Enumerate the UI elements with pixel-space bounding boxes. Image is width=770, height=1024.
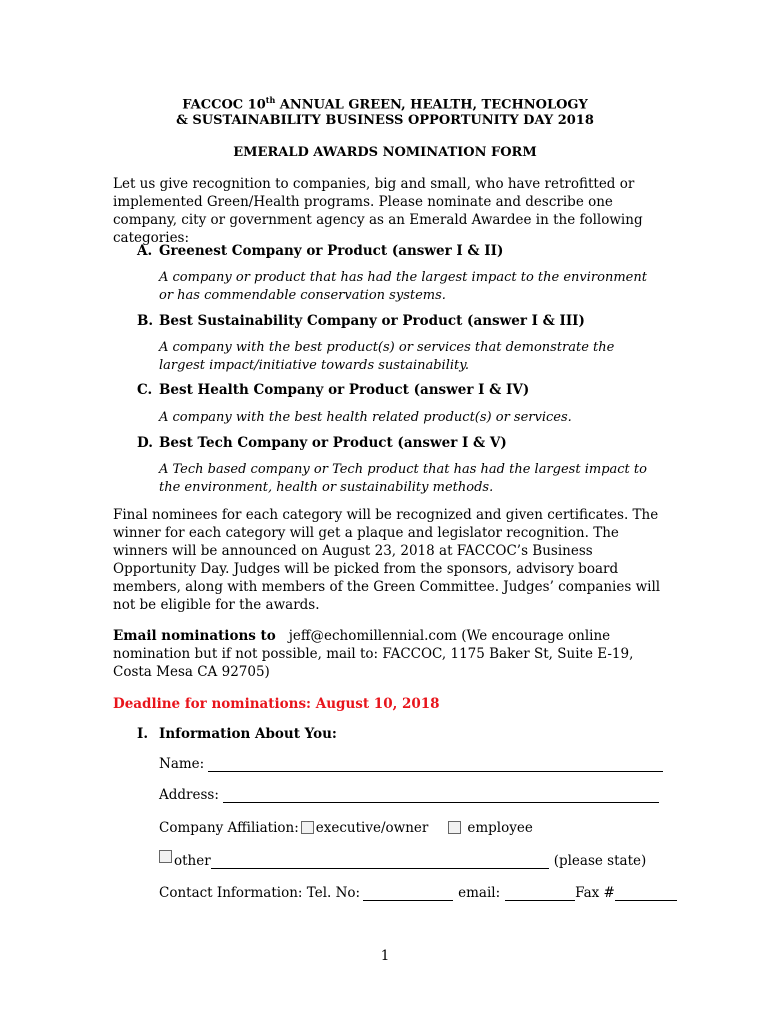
executive-checkbox[interactable] [301,821,314,834]
category-c-title: Best Health Company or Product (answer I & IV) [159,382,530,398]
category-c-description: A company with the best health related product(s) or services. [159,410,572,425]
fax-label: Fax # [575,885,615,901]
employee-option-label: employee [467,820,533,836]
header-superscript: th [265,95,276,105]
category-b [137,313,585,329]
category-d-letter: D. [137,435,153,451]
email-field[interactable] [505,886,575,901]
other-field[interactable] [211,854,549,869]
affiliation-label: Company Affiliation: [159,820,299,836]
header-line-1-start: FACCOC 10 [182,97,266,113]
email-details: jeff@echomillennial.com (We encourage online nomination but if not possible, mail to: FACCOC, 1175 Baker St, Suite E-19, Costa Mesa CA 92705) [113,628,634,680]
header-line-1-end: ANNUAL GREEN, HEALTH, TECHNOLOGY [275,97,588,113]
email-label: Email nominations to [113,628,276,644]
address-label: Address: [159,787,219,803]
tel-field[interactable] [363,886,453,901]
name-field[interactable] [208,757,663,772]
category-a [137,243,503,259]
please-state-label: (please state) [553,853,647,869]
affiliation-row [159,820,533,836]
other-option-label: other [174,853,211,869]
category-d-title: Best Tech Company or Product (answer I & V) [159,435,507,451]
category-b-letter: B. [137,313,154,329]
header-line-1 [0,95,770,112]
other-checkbox[interactable] [159,850,172,863]
category-c [137,382,529,398]
employee-checkbox[interactable] [448,821,461,834]
executive-option-label: executive/owner [315,820,429,836]
contact-row [159,885,677,901]
section-1-number: I. [137,726,149,742]
final-paragraph: Final nominees for each category will be recognized and given certificates. The winner for each category will get a plaque and legislator recognition. The winners will be announced on August 23, 2018 at FACCOC’s Business Opportunity Day. Judges will be picked from the sponsors, advisory board members, along with members of the Green Committee. Judges’ companies will not be eligible for the awards. [113,507,661,613]
deadline: Deadline for nominations: August 10, 2018 [113,696,440,712]
category-b-title: Best Sustainability Company or Product (answer I & III) [159,313,585,329]
email-field-label: email: [458,885,501,901]
category-a-description: A company or product that has had the largest impact to the environment or has commendable conservation systems. [159,270,647,303]
email-paragraph [113,627,661,681]
address-field[interactable] [223,788,659,803]
category-d-description: A Tech based company or Tech product that has had the largest impact to the environment, health or sustainability methods. [159,462,647,495]
section-1-title: Information About You: [159,726,337,742]
category-d [137,435,507,451]
section-1-heading [137,726,337,742]
category-a-letter: A. [137,243,153,259]
intro-paragraph: Let us give recognition to companies, big and small, who have retrofitted or implemented Green/Health programs. Please nominate and describe one company, city or government agency as an Emerald Awardee in the following categories: [113,176,643,246]
page-number: 1 [380,948,390,964]
name-label: Name: [159,756,205,772]
category-b-description: A company with the best product(s) or services that demonstrate the largest impact/initiative towards sustainability. [159,340,615,373]
category-a-title: Greenest Company or Product (answer I & II) [159,243,504,259]
name-row [159,756,663,772]
category-c-letter: C. [137,382,153,398]
contact-label: Contact Information: Tel. No: [159,885,361,901]
address-row [159,787,659,803]
fax-field[interactable] [615,886,677,901]
form-title: EMERALD AWARDS NOMINATION FORM [233,145,537,160]
header-line-2: & SUSTAINABILITY BUSINESS OPPORTUNITY DAY 2018 [176,113,594,128]
other-row [159,853,646,869]
